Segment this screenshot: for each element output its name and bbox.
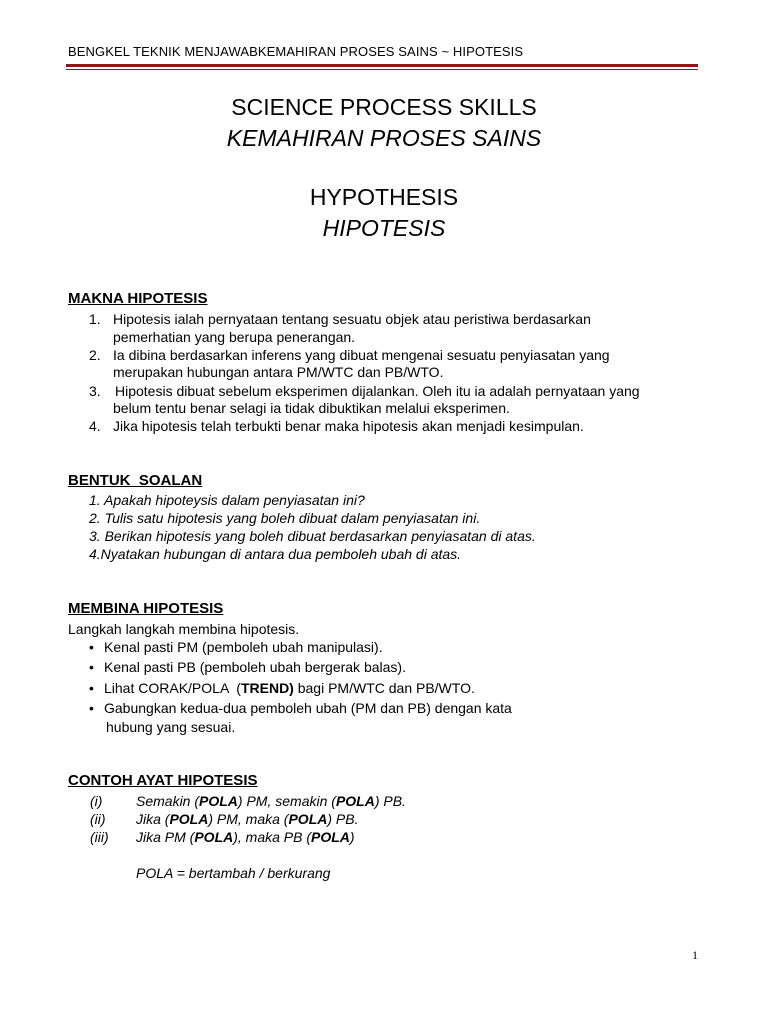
makna-item-3-line-1: Hipotesis dibuat sebelum eksperimen dijalankan. Oleh itu ia adalah pernyataan yang [115,383,640,399]
bullet-icon: • [89,680,94,696]
bullet-icon: • [89,700,94,716]
membina-bullet-1: Kenal pasti PM (pemboleh ubah manipulasi). [104,639,383,655]
b3-post: bagi PM/WTC dan PB/WTO. [293,680,475,696]
makna-item-1-line-1: Hipotesis ialah pernyataan tentang sesuatu objek atau peristiwa berdasarkan [113,311,591,327]
membina-bullet-3 [104,680,475,696]
makna-num-1: 1. [89,311,101,327]
membina-bullet-4-line-1: Gabungkan kedua-dua pemboleh ubah (PM dan PB) dengan kata [104,700,512,716]
bullet-icon: • [89,639,94,655]
contoh-row-1: Semakin (POLA) PM, semakin (POLA) PB. [136,793,406,809]
page-number: 1 [692,948,698,962]
contoh-num-3: (iii) [90,829,109,845]
makna-heading: MAKNA HIPOTESIS [68,290,208,307]
contoh-num-1: (i) [90,793,103,809]
makna-num-3: 3. [89,383,101,399]
bentuk-item-1: 1. Apakah hipoteysis dalam penyiasatan ini? [89,492,365,508]
membina-heading: MEMBINA HIPOTESIS [68,600,224,617]
makna-item-3-line-2: belum tentu benar selagi ia tidak dibuktikan melalui eksperimen. [113,400,510,416]
title-en: SCIENCE PROCESS SKILLS [231,94,537,120]
makna-num-4: 4. [89,418,101,434]
bentuk-item-2: 2. Tulis satu hipotesis yang boleh dibuat dalam penyiasatan ini. [89,510,481,526]
makna-item-1-line-2: pemerhatian yang berupa penerangan. [113,329,356,345]
contoh-num-2: (ii) [90,811,106,827]
bullet-icon: • [89,659,94,675]
subtitle-ms: HIPOTESIS [322,215,446,241]
membina-bullet-2: Kenal pasti PB (pemboleh ubah bergerak balas). [104,659,406,675]
makna-item-4-line-1: Jika hipotesis telah terbukti benar maka hipotesis akan menjadi kesimpulan. [113,418,584,434]
contoh-row-3: Jika PM (POLA), maka PB (POLA) [136,829,355,845]
membina-intro: Langkah langkah membina hipotesis. [68,621,300,637]
b3-pre: Lihat CORAK/POLA ( [104,680,241,696]
contoh-row-2: Jika (POLA) PM, maka (POLA) PB. [136,811,359,827]
bentuk-item-4: 4.Nyatakan hubungan di antara dua pemboleh ubah di atas. [89,546,462,562]
pola-definition: POLA = bertambah / berkurang [136,865,331,881]
membina-bullet-4-line-2: hubung yang sesuai. [106,719,236,735]
header-rule-thick [66,64,698,67]
subtitle-en: HYPOTHESIS [309,184,459,210]
header-rule-thin [66,69,698,70]
running-header: BENGKEL TEKNIK MENJAWABKEMAHIRAN PROSES SAINS ~ HIPOTESIS [68,44,524,59]
makna-item-2-line-2: merupakan hubungan antara PM/WTC dan PB/WTO. [113,364,444,380]
makna-num-2: 2. [89,347,101,363]
makna-item-2-line-1: Ia dibina berdasarkan inferens yang dibuat mengenai sesuatu penyiasatan yang [113,347,610,363]
bentuk-item-3: 3. Berikan hipotesis yang boleh dibuat berdasarkan penyiasatan di atas. [89,528,536,544]
title-ms: KEMAHIRAN PROSES SAINS [226,125,542,151]
contoh-heading: CONTOH AYAT HIPOTESIS [68,772,258,789]
bentuk-heading: BENTUK SOALAN [68,472,203,489]
b3-trend: TREND) [240,680,294,696]
